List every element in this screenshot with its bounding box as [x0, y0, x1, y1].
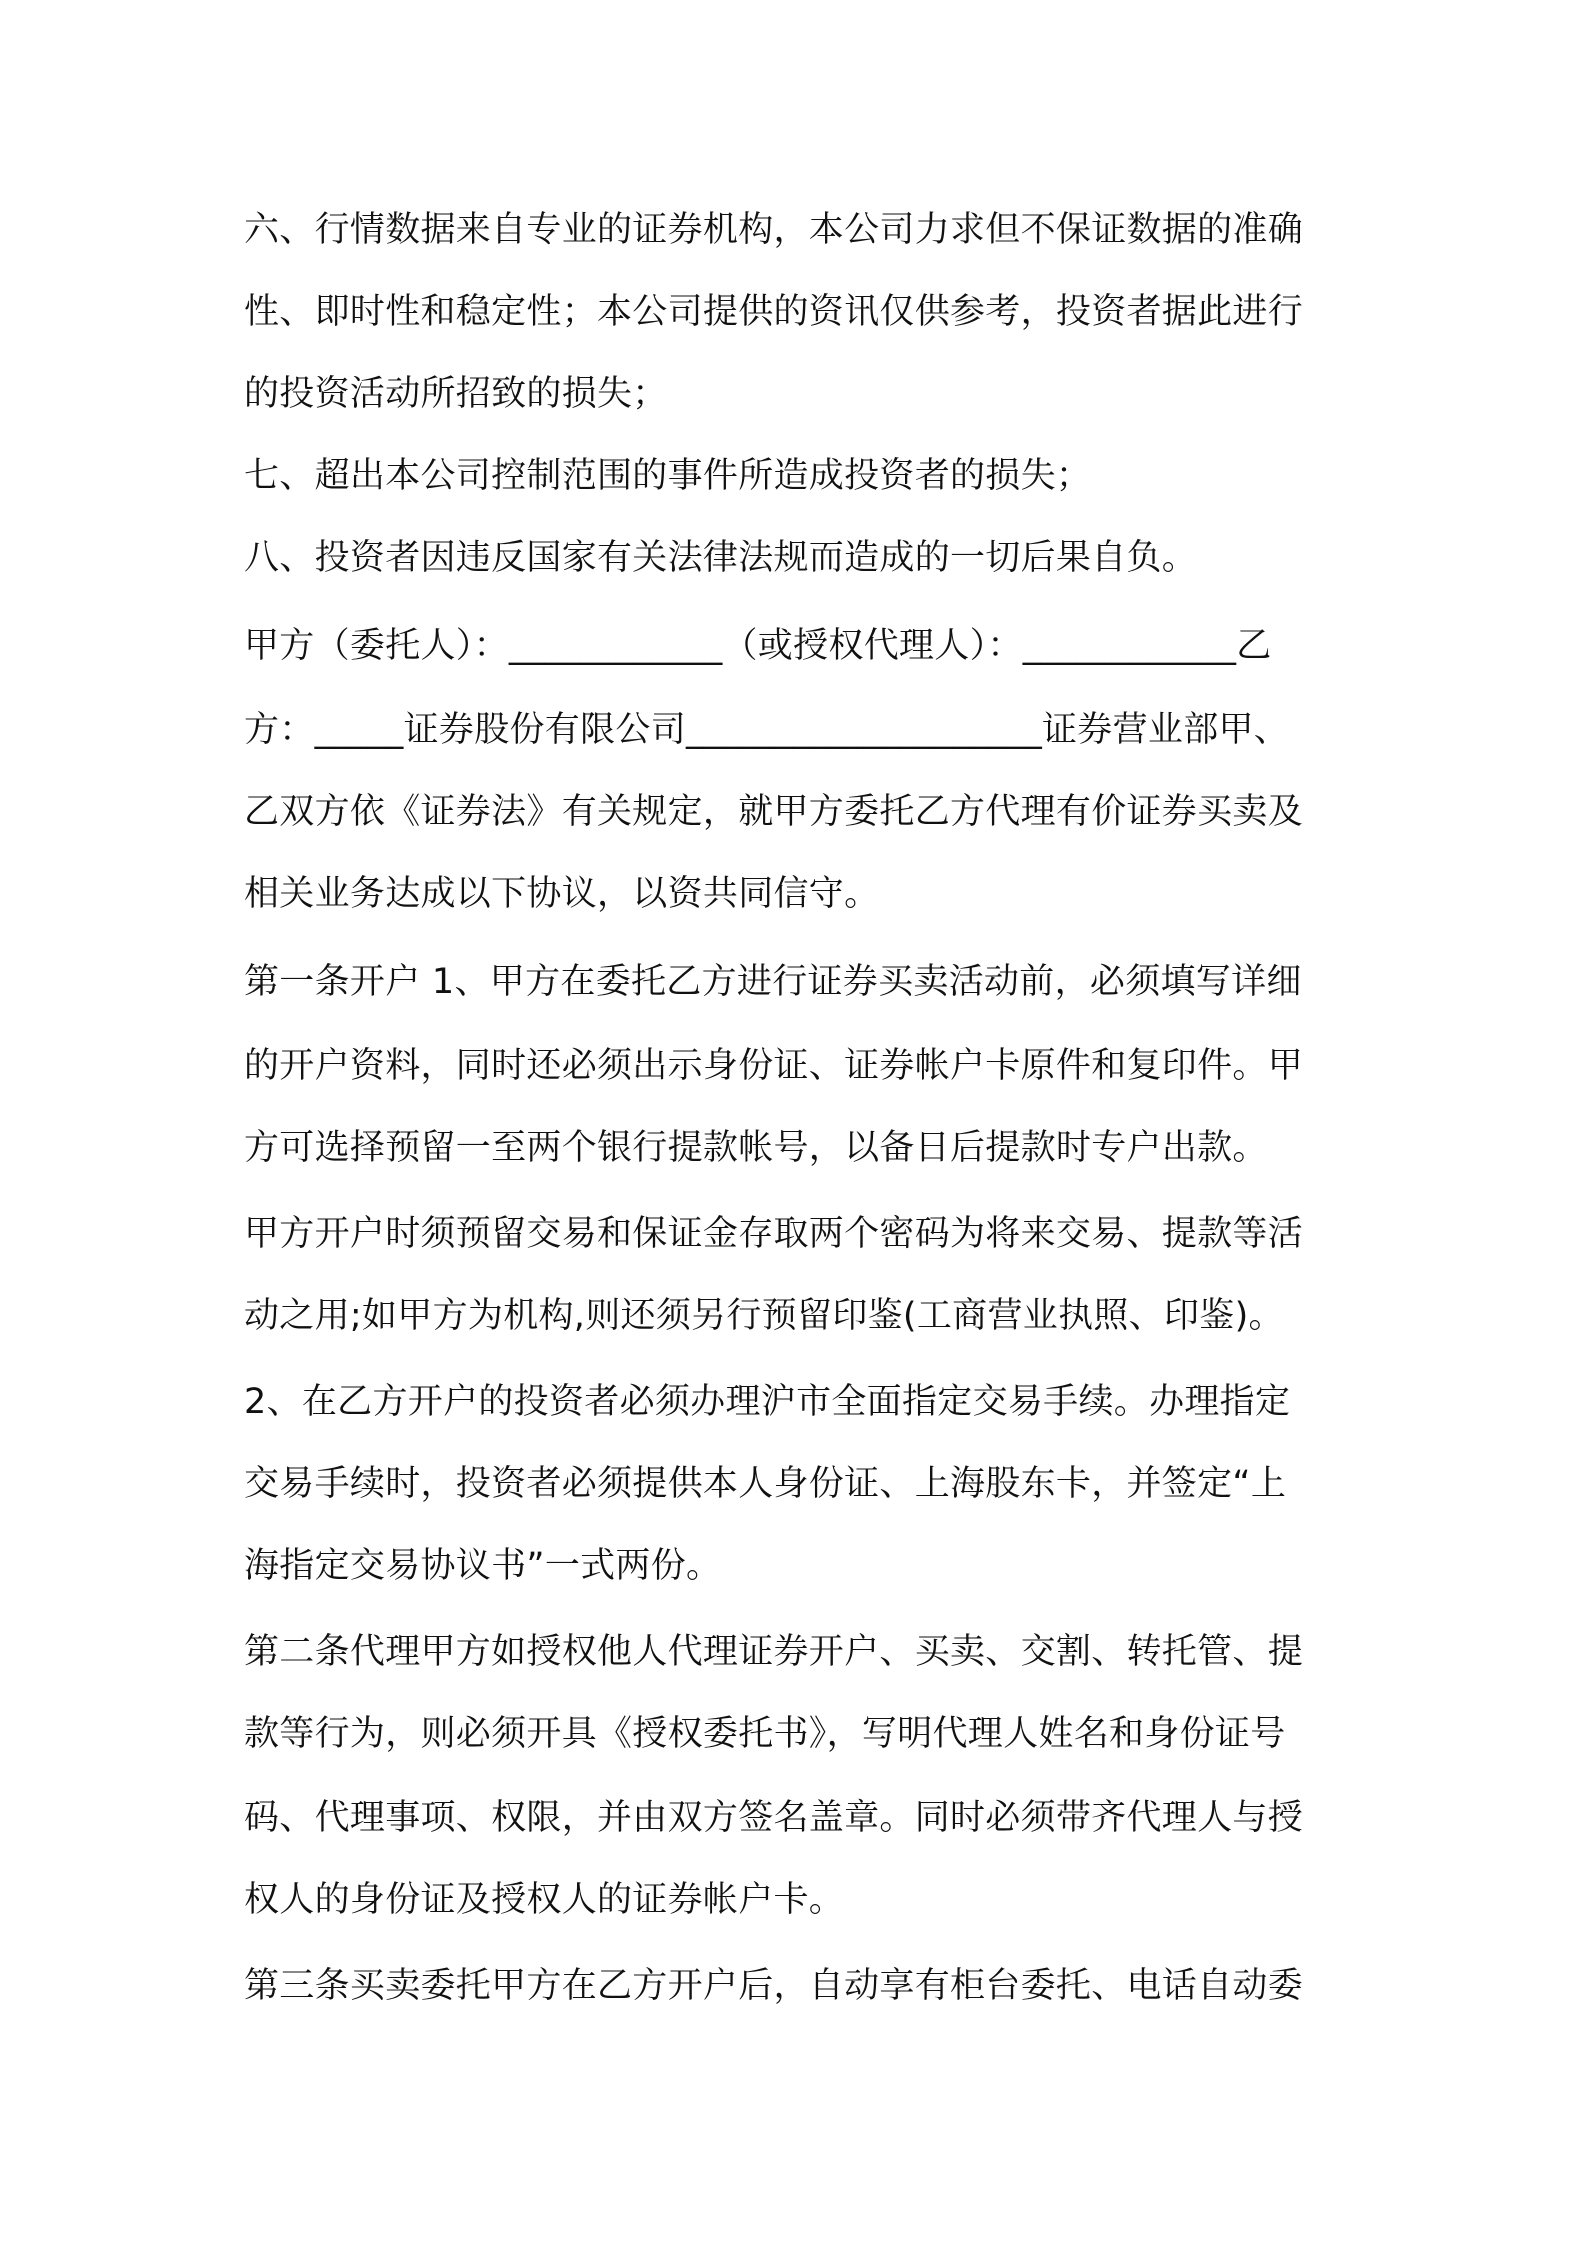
text-line: 的投资活动所招致的损失；: [244, 374, 668, 414]
text-line: 甲方（委托人）：____________（或授权代理人）：____________乙: [244, 626, 1272, 666]
text-line: 码、代理事项、权限，并由双方签名盖章。同时必须带齐代理人与授: [244, 1798, 1304, 1838]
text-line: 乙双方依《证券法》有关规定，就甲方委托乙方代理有价证券买卖及: [244, 792, 1304, 832]
text-line: 六、行情数据来自专业的证券机构，本公司力求但不保证数据的准确: [244, 210, 1304, 250]
text-line: 交易手续时，投资者必须提供本人身份证、上海股东卡，并签定“上: [244, 1464, 1287, 1504]
text-line: 八、投资者因违反国家有关法律法规而造成的一切后果自负。: [244, 538, 1198, 578]
text-line: 款等行为，则必须开具《授权委托书》，写明代理人姓名和身份证号: [244, 1714, 1286, 1754]
text-line: 的开户资料，同时还必须出示身份证、证券帐户卡原件和复印件。甲: [244, 1046, 1304, 1086]
text-line: 方可选择预留一至两个银行提款帐号，以备日后提款时专户出款。: [244, 1128, 1268, 1168]
text-line: 甲方开户时须预留交易和保证金存取两个密码为将来交易、提款等活: [244, 1214, 1304, 1254]
text-line: 方：_____证券股份有限公司____________________证券营业部甲、: [244, 710, 1290, 750]
text-line: 相关业务达成以下协议，以资共同信守。: [244, 874, 880, 914]
text-line: 第一条开户 1、甲方在委托乙方进行证券买卖活动前，必须填写详细: [244, 962, 1302, 1002]
text-line: 权人的身份证及授权人的证券帐户卡。: [244, 1880, 845, 1920]
text-line: 第三条买卖委托甲方在乙方开户后，自动享有柜台委托、电话自动委: [244, 1966, 1304, 2006]
text-line: 动之用;如甲方为机构,则还须另行预留印鉴(工商营业执照、印鉴)。: [244, 1296, 1284, 1336]
text-line: 第二条代理甲方如授权他人代理证券开户、买卖、交割、转托管、提: [244, 1632, 1304, 1672]
text-line: 2、在乙方开户的投资者必须办理沪市全面指定交易手续。办理指定: [244, 1382, 1291, 1422]
text-line: 海指定交易协议书”一式两份。: [244, 1546, 722, 1586]
text-line: 七、超出本公司控制范围的事件所造成投资者的损失；: [244, 456, 1092, 496]
text-line: 性、即时性和稳定性；本公司提供的资讯仅供参考，投资者据此进行: [244, 292, 1304, 332]
